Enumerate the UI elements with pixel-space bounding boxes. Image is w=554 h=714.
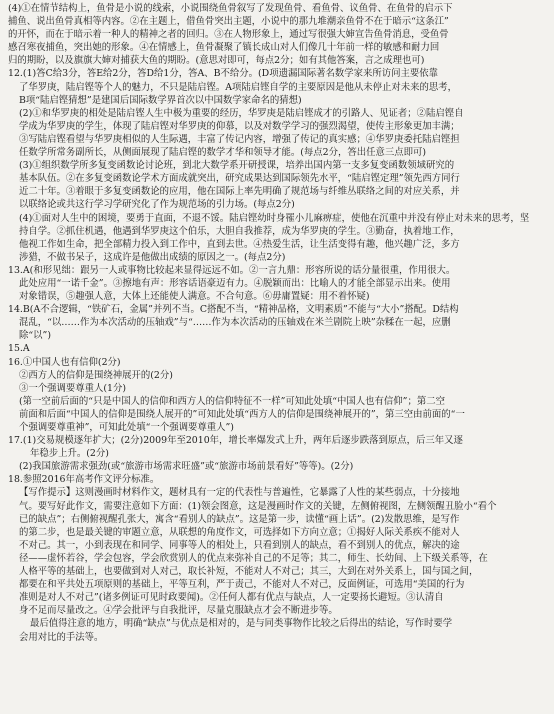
text-line: 最后值得注意的地方，明确“缺点”与优点是相对的，是与同类事物作比较之后得出的结论，写作时要学	[30, 618, 453, 630]
text-line: 不对己。其一，小到表现在和同学、同事等人的相处上，只看到别人的缺点，看不到别人的优点，解决的途	[19, 539, 460, 551]
text-line: 身不足而尽量改之。④学会批评与自我批评，尽量克服缺点才会不断进步等。	[19, 605, 338, 617]
text-line: 【写作提示】这则漫画时材料作文，题材具有一定的代表性与普遍性，它暴露了人性的某些弱点，十分接地	[19, 487, 460, 499]
text-line: 个强调要尊重神”，可知此处填“一个强调要尊重人”)	[19, 422, 234, 433]
text-line: 前面和后面“中国人的信仰是围绕人展开的”可知此处填“西方人的信仰是围绕神展开的”，第三空由前面的“一	[19, 408, 465, 420]
text-line: (3)①组织数学所多复变函数论讨论班，到北大数学系开研授课，培养出国内第一支多复变函数领域研究的	[19, 160, 455, 172]
text-line: 他视工作如生命，把全部精力投入到工作中，直到去世。④热爱生活，让生活变得有趣，他兴趣广泛，多方	[19, 238, 460, 250]
text-line: (4)①面对人生中的困境，要勇于直面，不退不馁。陆启铿幼时身罹小儿麻痹症，使他在沉重中并没有停止对未来的思考，坚	[19, 212, 530, 224]
text-line: 除“以”)	[19, 330, 51, 342]
text-line: 气。要写好此作文，需要注意如下方面：(1)领会图意，这是漫画时作文的关键，左侧俯视图，左侧领醒丑脸小“看个	[19, 500, 497, 512]
question-18-header: 18.参照2016年高考作文评分标准。	[8, 474, 160, 486]
text-line: ③一个强调要尊重人(1分)	[19, 382, 127, 394]
text-line: 感召寒夜捕鱼，突出她的形象。④在情感上，鱼骨凝聚了镇长成山对人们像几十年前一样的敏感和耐力回	[8, 42, 440, 54]
text-line: ②西方人的信仰是围绕神展开的(2分)	[19, 369, 173, 381]
text-line: 人格平等的基础上，也要做到对人对己，取长补短，不能对人不对己；其三，大到在对外关系上，国与国之间，	[19, 566, 479, 578]
text-line: (2)我国旅游需求强劲(或“旅游市场需求旺盛”或“旅游市场前景看好”等等)。(2分)	[19, 461, 354, 473]
text-line: 近二十年。③着眼于多复变函数论的应用，他在国际上率先明确了规范场与纤维丛联络之间的对应关系，并	[19, 186, 460, 198]
text-line: 都要在和平共处五项原则的基础上，平等互利，严于责己，不能对人不对己，反面例证，可选用“美国的行为	[19, 579, 465, 591]
text-line: 涉猎，不做书呆子，这成许是他做出成绩的原因之一。(每点2分)	[19, 251, 286, 263]
text-line: 捕鱼、说出鱼骨真相等内容。②在主题上，借鱼骨突出主题，小说中的那九堆潮亲鱼骨不在于暗示“这条江”	[8, 16, 449, 28]
text-line: 对象错误，⑤趣强人意，大体上还能使人满意。不合句意。⑥毋庸置疑：用不着怀疑)	[19, 291, 370, 303]
text-line: 了华罗庚，陆启铿等个人的魅力，不只是陆启铿。A项陆启铿自学的主要原因是他从未停止对未来的思考，	[19, 81, 458, 93]
text-line: 会用对比的手法等。	[19, 631, 104, 643]
question-15-header: 15.A	[8, 343, 30, 355]
text-line: (第一空前后面的“只是中国人的信仰和西方人的信仰特征不一样”可知此处填“中国人也有信仰”；第二空	[19, 395, 445, 407]
question-17-header: 17.(1)交易规模逐年扩大；(2分)2009年至2010年，增长率爆发式上升，两年后逐步跌落到原点，后三年又逐	[8, 435, 463, 447]
text-line: 已的缺点”；右侧俯视醒孔张大，寓含“看别人的缺点”。这是第一步，读懂“画上话”。(2)发散思维，是写作	[19, 513, 460, 525]
text-line: 持自学。②抓住机遇，他遇到华罗庚这个伯乐，大胆自我推荐，成为华罗庚的学生。③勤奋，执着地工作，	[19, 225, 460, 237]
text-line: 混乱，“以……作为本次活动的压轴戏”与“……作为本次活动的压轴戏在米兰剧院上映”杂糅在一起，应删	[19, 317, 451, 329]
question-16-header: 16.①中国人也有信仰(2分)	[8, 356, 121, 368]
question-14-header: 14.B(A不合逻辑，“铁矿石，金属”并列不当。C搭配不当，“精神品格，文明素质”不能与“大小”搭配。D结构	[8, 304, 459, 316]
question-13-header: 13.A(和形见绌：跟另一人或事物比较起来显得远远不如。②一言九鼎：形容所说的话分量很重，作用很大。	[8, 264, 456, 276]
question-12-header: 12.(1)答C给3分，答E给2分，答D给1分，答A、B不给分。(D项遗漏国际著名数学家来所访问主要依靠	[8, 68, 438, 80]
text-line: 径——虚怀若谷，学会包容，学会欣赏别人的优点来弥补自己的不足等；其二，师生、长幼间、上下级关系等，在	[19, 552, 488, 564]
text-line: 准则是对人不对己”(诸多例证可见时政要闻)。②任何人都有优点与缺点，人一定要扬长避短。③认清自	[19, 592, 444, 604]
text-line: B项“陆启铿猜想”是建国后国际数学界首次以中国数学家命名的猜想)	[19, 94, 302, 106]
text-line: 此处应用“一诺千金”。③擦地有声：形容话语豪迈有力。④脱颖而出：比喻人的才能全部显示出来。使用	[19, 277, 451, 289]
text-line: 学成为华罗庚的学生，体现了陆启铿对华罗庚的仰慕，以及对数学学习的强烈渴望，使传主形象更加丰满；	[19, 120, 460, 132]
text-line: 任数学所常务副所长，从侧面展现了陆启铿的数学才华和领导才能。(每点2分，答出任意三点即可)	[19, 147, 427, 159]
text-line: 的第二步，也是最关键的审题立意，从联想的角度作文，可选择如下方向立意；①揭好人际关系疾不能对人	[19, 526, 460, 538]
text-line: 年稳步上升。(2分)	[30, 448, 109, 460]
text-line: 的开怀，而在于暗示着一种人的精神之者的回归。③在人物形象上，通过写很强大婶宣告鱼骨消息，受鱼骨	[8, 29, 449, 41]
text-line: (2)①和华罗庚的相处是陆启铿人生中极为重要的经历，华罗庚是陆启铿成才的引路人、见证者；②陆启铿自	[19, 107, 464, 119]
text-line: 基本队伍。②在多复变函数论学术方面成就突出，研究成果达到国际领先水平，“陆启铿定理”领先西方同行	[19, 173, 460, 185]
text-line: ③写陆启铿看望与华罗庚相似的人生际遇，丰富了传记内容，增强了传记的真实感；④华罗庚委托陆启铿担	[19, 133, 460, 145]
text-line: 以联络论或共这行学习学研究化了作为规范场的引力场。(每点2分)	[19, 199, 295, 211]
text-line: (4)①在情节结构上，鱼骨是小说的线索，小说围绕鱼骨叙写了发现鱼骨、看鱼骨、议鱼骨、在鱼骨的启示下	[8, 3, 453, 14]
text-line: 归的期盼，以及旗旗大婶对捕获大鱼的期盼。(意思对即可，每点2分；如有其他答案，言之成理也可)	[8, 55, 425, 67]
